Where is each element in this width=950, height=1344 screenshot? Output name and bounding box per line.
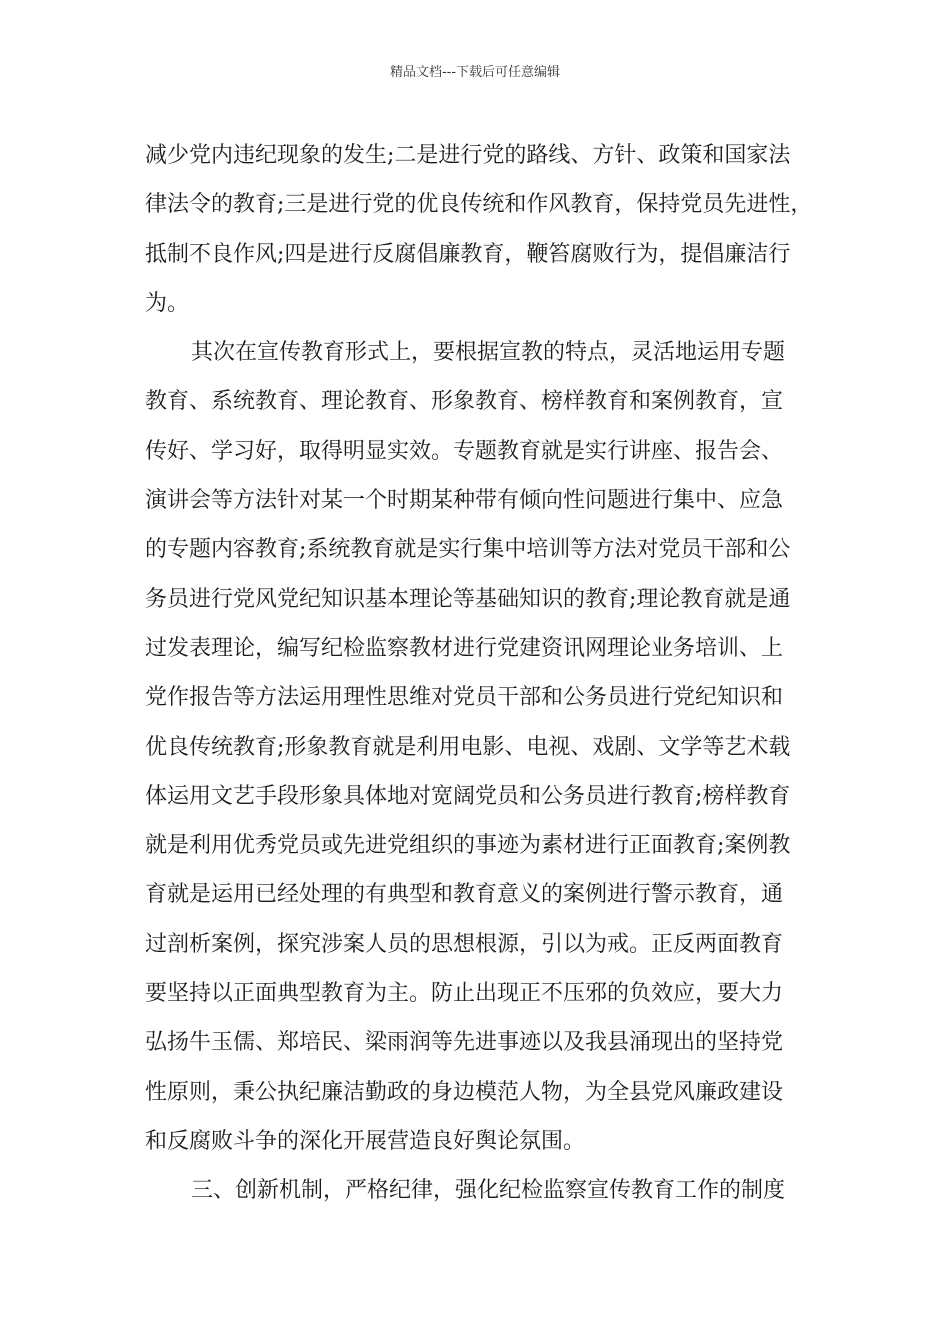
text-line: 育就是运用已经处理的有典型和教育意义的案例进行警示教育，通 — [145, 882, 784, 908]
text-line: 律法令的教育;三是进行党的优良传统和作风教育，保持党员先进性， — [145, 192, 813, 218]
text-line: 务员进行党风党纪知识基本理论等基础知识的教育;理论教育就是通 — [145, 586, 791, 612]
page-header: 精品文档---下载后可任意编辑 — [389, 65, 561, 80]
text-line: 其次在宣传教育形式上，要根据宣教的特点，灵活地运用专题 — [191, 340, 786, 366]
text-line: 抵制不良作风;四是进行反腐倡廉教育，鞭笞腐败行为，提倡廉洁行 — [145, 241, 791, 267]
text-line: 为。 — [145, 290, 190, 316]
text-line: 减少党内违纪现象的发生;二是进行党的路线、方针、政策和国家法 — [145, 143, 791, 168]
document-body — [145, 131, 817, 1216]
text-line: 和反腐败斗争的深化开展营造良好舆论氛围。 — [145, 1128, 586, 1154]
text-line: 要坚持以正面典型教育为主。防止出现正不压邪的负效应，要大力 — [145, 981, 784, 1007]
text-line: 的专题内容教育;系统教育就是实行集中培训等方法对党员干部和公 — [145, 537, 791, 563]
text-line: 三、创新机制，严格纪律，强化纪检监察宣传教育工作的制度 — [191, 1178, 786, 1204]
text-line: 体运用文艺手段形象具体地对宽阔党员和公务员进行教育;榜样教育 — [145, 783, 791, 809]
text-line: 传好、学习好，取得明显实效。专题教育就是实行讲座、报告会、 — [145, 438, 784, 464]
text-line: 过剖析案例，探究涉案人员的思想根源，引以为戒。正反两面教育 — [145, 931, 784, 957]
text-line: 演讲会等方法针对某一个时期某种带有倾向性问题进行集中、应急 — [145, 488, 784, 514]
text-line: 弘扬牛玉儒、郑培民、梁雨润等先进事迹以及我县涌现出的坚持党 — [145, 1030, 784, 1056]
text-line: 过发表理论，编写纪检监察教材进行党建资讯网理论业务培训、上 — [145, 635, 784, 661]
text-line: 党作报告等方法运用理性思维对党员干部和公务员进行党纪知识和 — [145, 685, 784, 711]
text-line: 优良传统教育;形象教育就是利用电影、电视、戏剧、文学等艺术载 — [145, 734, 791, 760]
text-line: 教育、系统教育、理论教育、形象教育、榜样教育和案例教育，宣 — [145, 389, 784, 415]
text-line: 性原则，秉公执纪廉洁勤政的身边模范人物，为全县党风廉政建设 — [145, 1079, 784, 1105]
text-line: 就是利用优秀党员或先进党组织的事迹为素材进行正面教育;案例教 — [145, 833, 791, 859]
